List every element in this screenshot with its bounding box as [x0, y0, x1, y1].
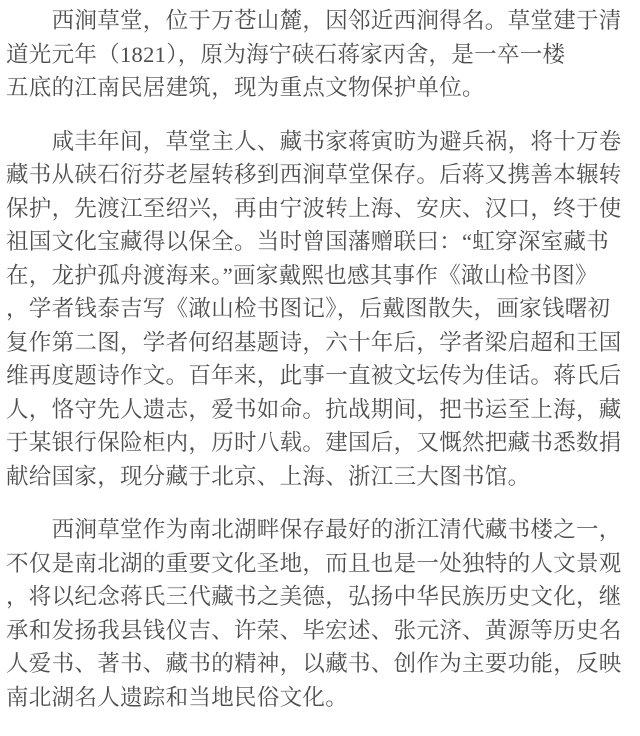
text-line: 承和发扬我县钱仪吉、许荣、毕宏述、张元济、黄源等历史名 — [6, 617, 622, 643]
document-body — [6, 4, 636, 714]
text-line: 献给国家，现分藏于北京、上海、浙江三大图书馆。 — [6, 463, 531, 489]
text-line: 道光元年（1821），原为海宁硖石蒋家丙舍，是一卒一楼 — [6, 41, 566, 67]
text-line: 不仅是南北湖的重要文化圣地，而且也是一处独特的人文景观 — [6, 550, 622, 576]
text-line: ，学者钱泰吉写《澉山检书图记》，后戴图散失，画家钱曙初 — [6, 296, 611, 321]
text-line: 人爱书、著书、藏书的精神，以藏书、创作为主要功能，反映 — [6, 651, 622, 676]
text-line: 人，恪守先人遗志，爱书如命。抗战期间，把书运至上海，藏 — [6, 396, 622, 422]
text-line: 西涧草堂作为南北湖畔保存最好的浙江清代藏书楼之一， — [6, 517, 622, 542]
text-line: 在，龙护孤舟渡海来。”画家戴熙也感其事作《澉山检书图》 — [6, 262, 598, 288]
text-line: 复作第二图，学者何绍基题诗，六十年后，学者梁启超和王国 — [6, 329, 622, 355]
text-line: 咸丰年间，草堂主人、藏书家蒋寅昉为避兵祸，将十万卷 — [6, 128, 622, 154]
text-line: 保护，先渡江至绍兴，再由宁波转上海、安庆、汉口，终于使 — [6, 195, 622, 221]
text-line: 五底的江南民居建筑，现为重点文物保护单位。 — [6, 75, 485, 100]
text-line: 于某银行保险柜内，历时八载。建国后，又慨然把藏书悉数捐 — [6, 430, 622, 455]
text-line: 南北湖名人遗踪和当地民俗文化。 — [6, 684, 349, 710]
text-line: ，将以纪念蒋氏三代藏书之美德，弘扬中华民族历史文化，继 — [6, 584, 622, 609]
paragraph — [6, 4, 636, 105]
paragraph — [6, 513, 636, 714]
text-line: 祖国文化宝藏得以保全。当时曾国藩赠联曰：“虹穿深室藏书 — [6, 229, 610, 254]
text-line: 西涧草堂，位于万苍山麓，因邻近西涧得名。草堂建于清 — [6, 8, 622, 33]
paragraph — [6, 125, 636, 494]
text-line: 维再度题诗作文。百年来，此事一直被文坛传为佳话。蒋氏后 — [6, 363, 622, 388]
text-line: 藏书从硖石衍芬老屋转移到西涧草堂保存。后蒋又携善本辗转 — [6, 162, 622, 187]
